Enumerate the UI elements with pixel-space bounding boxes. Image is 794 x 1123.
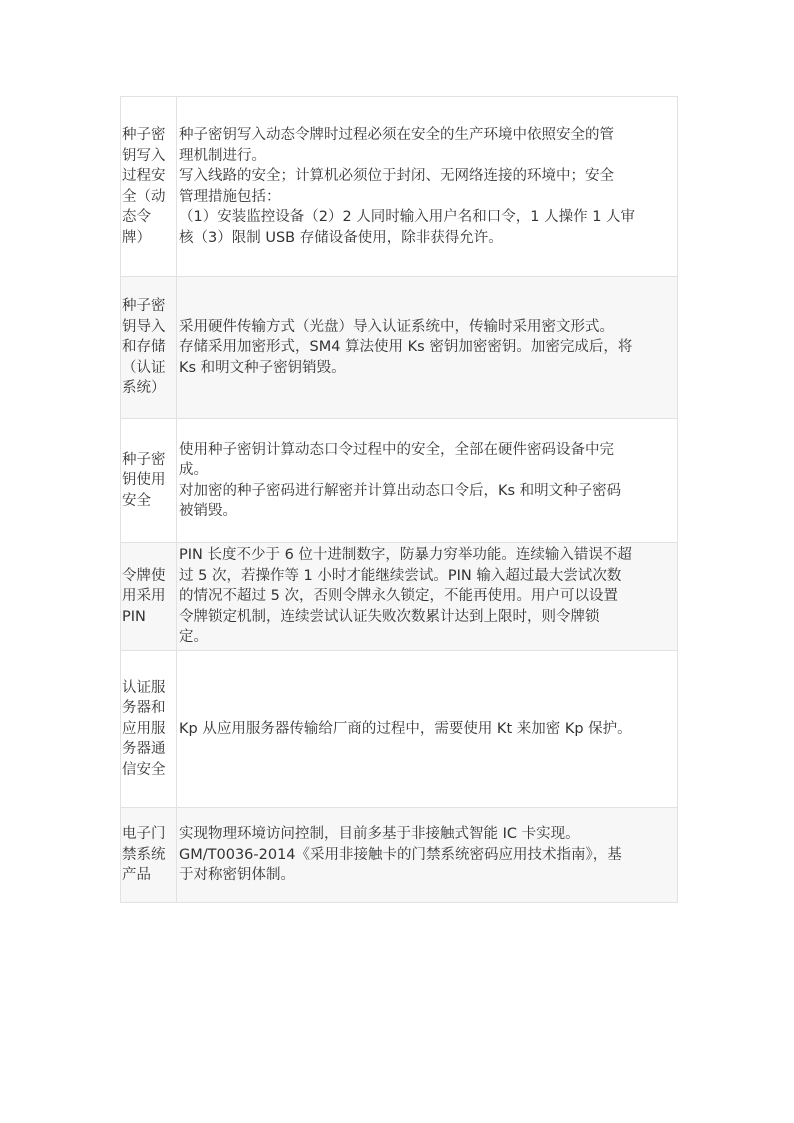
row-label-cell xyxy=(121,97,177,277)
row-label-cell xyxy=(121,651,177,808)
table-row xyxy=(121,97,678,277)
label-line: 务器通 xyxy=(122,741,166,758)
label-line: 牌） xyxy=(122,229,151,246)
label-line: 安全 xyxy=(122,492,151,509)
label-line: 种子密 xyxy=(122,127,166,143)
content-line: 写入线路的安全；计算机必须位于封闭、无网络连接的环境中；安全 xyxy=(179,168,614,184)
content-line: 过 5 次，若操作等 1 小时才能继续尝试。PIN 输入超过最大尝试次数 xyxy=(179,567,622,584)
table-row xyxy=(121,651,678,808)
content-line: 对加密的种子密码进行解密并计算出动态口令后，Ks 和明文种子密码 xyxy=(179,482,622,499)
row-content-cell xyxy=(177,277,678,419)
label-line: 态令 xyxy=(122,209,151,225)
label-line: （认证 xyxy=(122,359,166,376)
content-line: 被销毁。 xyxy=(179,503,237,519)
label-line: 钥使用 xyxy=(122,472,166,489)
row-label-cell xyxy=(121,808,177,903)
row-content-cell xyxy=(177,97,678,277)
label-line: 和存储 xyxy=(122,339,166,356)
label-line: 信安全 xyxy=(122,761,166,778)
content-line: Kp 从应用服务器传输给厂商的过程中，需要使用 Kt 来加密 Kp 保护。 xyxy=(179,720,632,737)
table-body xyxy=(121,97,678,903)
content-line: 于对称密钥体制。 xyxy=(179,867,295,884)
content-line: Ks 和明文种子密钥销毁。 xyxy=(179,359,346,376)
row-content-cell xyxy=(177,419,678,543)
row-content-cell xyxy=(177,543,678,651)
row-content-cell xyxy=(177,651,678,808)
label-line: 电子门 xyxy=(122,826,166,843)
row-label-cell xyxy=(121,543,177,651)
content-line: 核（3）限制 USB 存储设备使用，除非获得允许。 xyxy=(179,229,503,246)
label-line: 全（动 xyxy=(122,188,166,205)
content-line: 采用硬件传输方式（光盘）导入认证系统中，传输时采用密文形式。 xyxy=(179,318,614,335)
label-line: 钥写入 xyxy=(122,147,166,164)
content-line: 种子密钥写入动态令牌时过程必须在安全的生产环境中依照安全的管 xyxy=(179,127,614,143)
content-line: 使用种子密钥计算动态口令过程中的安全，全部在硬件密码设备中完 xyxy=(179,441,614,458)
label-line: 种子密 xyxy=(122,451,166,468)
content-line: （1）安装监控设备（2）2 人同时输入用户名和口令，1 人操作 1 人审 xyxy=(179,209,636,225)
row-content-cell xyxy=(177,808,678,903)
content-line: PIN 长度不少于 6 位十进制数字，防暴力穷举功能。连续输入错误不超 xyxy=(179,547,632,564)
label-line: 务器和 xyxy=(122,700,166,717)
table-row xyxy=(121,808,678,903)
table-row xyxy=(121,419,678,543)
label-line: 令牌使 xyxy=(122,567,166,584)
label-line: 产品 xyxy=(122,867,151,884)
label-line: 种子密 xyxy=(122,298,166,315)
label-line: 禁系统 xyxy=(122,846,166,863)
row-label-cell xyxy=(121,277,177,419)
content-line: GM/T0036-2014《采用非接触卡的门禁系统密码应用技术指南》，基 xyxy=(179,846,622,863)
table-row xyxy=(121,277,678,419)
label-line: PIN xyxy=(122,608,146,625)
label-line: 系统） xyxy=(122,380,166,397)
label-line: 钥导入 xyxy=(122,318,166,335)
label-line: 过程安 xyxy=(122,168,166,184)
row-label-cell xyxy=(121,419,177,543)
content-line: 管理措施包括： xyxy=(179,188,281,205)
label-line: 应用服 xyxy=(122,720,166,737)
label-line: 认证服 xyxy=(122,679,166,696)
content-line: 成。 xyxy=(179,462,208,478)
table-row xyxy=(121,543,678,651)
security-requirements-table xyxy=(120,96,678,903)
label-line: 用采用 xyxy=(122,588,166,605)
content-line: 的情况不超过 5 次，否则令牌永久锁定，不能再使用。用户可以设置 xyxy=(179,588,618,605)
content-line: 存储采用加密形式，SM4 算法使用 Ks 密钥加密密钥。加密完成后，将 xyxy=(179,339,633,356)
content-line: 理机制进行。 xyxy=(179,147,266,164)
content-line: 定。 xyxy=(179,629,208,646)
content-line: 令牌锁定机制，连续尝试认证失败次数累计达到上限时，则令牌锁 xyxy=(179,608,600,625)
content-line: 实现物理环境访问控制，目前多基于非接触式智能 IC 卡实现。 xyxy=(179,826,580,843)
